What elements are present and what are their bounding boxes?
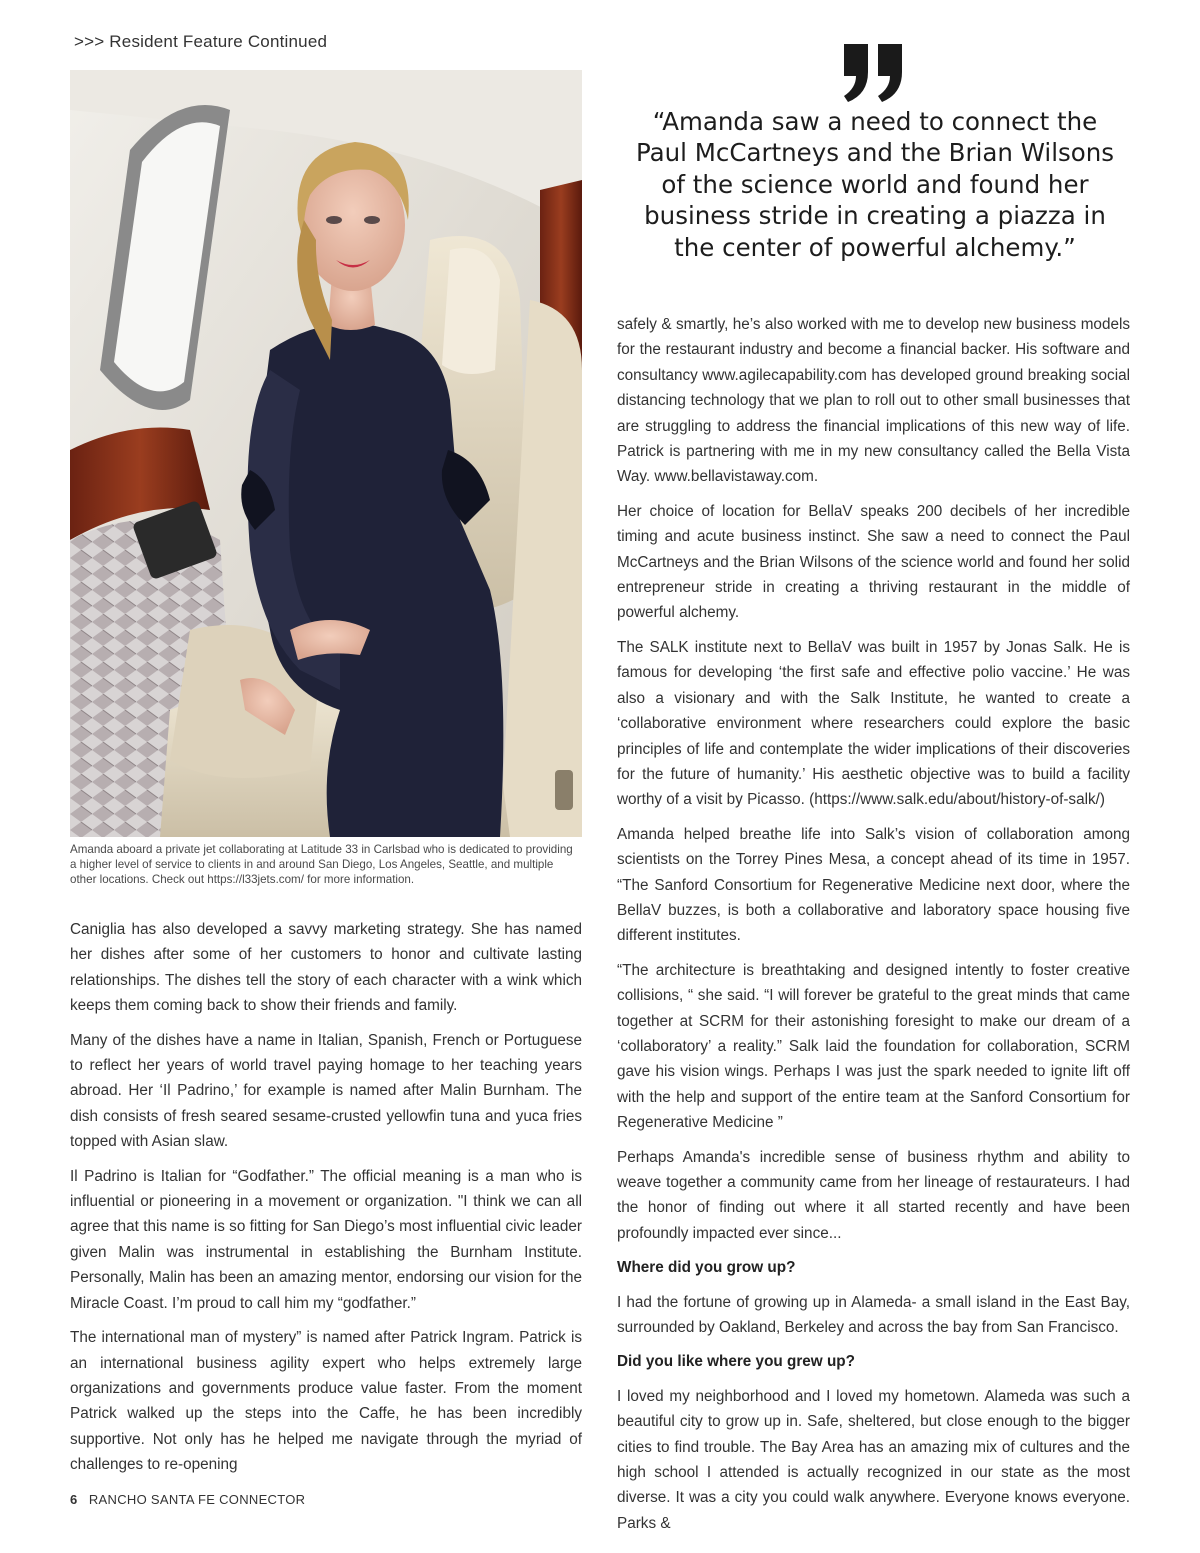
paragraph: Her choice of location for BellaV speaks 200 decibels of her incredible timing and acute business instinct. She saw a need to connect the Paul McCartneys and the Brian Wilsons of the science world and found her solid entrepreneur stride in creating a thriving restaurant in the middle of powerful alchemy. xyxy=(617,502,1130,622)
paragraph: I had the fortune of growing up in Alameda- a small island in the East Bay, surrounded by Oakland, Berkeley and across the bay from San Francisco. xyxy=(617,1293,1130,1337)
paragraph: Il Padrino is Italian for “Godfather.” The official meaning is a man who is influential or pioneering in a movement or organization. "I think we can all agree that this name is so fitting for San Diego’s most influential civic leader given Malin was instrumental in establishing the Burnham Institute. Personally, Malin has been an amazing mentor, endorsing our vision for the Miracle Coast. I’m proud to call him my “godfather.” xyxy=(70,1167,582,1312)
page-number: 6 xyxy=(70,1492,78,1507)
page-footer xyxy=(70,1492,305,1507)
right-column xyxy=(617,312,1130,1536)
paragraph: Amanda helped breathe life into Salk’s vision of collaboration among scientists on the Torrey Pines Mesa, a concept ahead of its time in 1957. “The Sanford Consortium for Regenerative Medicine next door, where the BellaV buzzes, is both a collaborative and laboratory space housing five different institutes. xyxy=(617,825,1130,945)
paragraph: “The architecture is breathtaking and designed intently to foster creative collisions, “ she said. “I will forever be grateful to the great minds that came together at SCRM for their astonishing foresight to make our dream of a ‘collaboratory’ a reality.” Salk laid the foundation for collaboration, SCRM gave his vision wings. Perhaps I was just the spark needed to ignite lift off with the help and support of the entire team at the Sanford Consortium for Regenerative Medicine ” xyxy=(617,961,1130,1132)
paragraph: Many of the dishes have a name in Italian, Spanish, French or Portuguese to reflect her years of world travel paying homage to her teaching years abroad. Her ‘Il Padrino,’ for example is named after Malin Burnham. The dish consists of fresh seared sesame-crusted yellowfin tuna and yuca fries topped with Asian slaw. xyxy=(70,1031,582,1151)
closing-quote-icon xyxy=(838,38,908,104)
section-kicker: >>> Resident Feature Continued xyxy=(74,32,328,51)
paragraph: The international man of mystery” is named after Patrick Ingram. Patrick is an international business agility expert who helps extremely large organizations and governments produce value faster. From the moment Patrick walked up the steps into the Caffe, he has been incredibly supportive. Not only has he helped me navigate through the myriad of challenges to re-opening xyxy=(70,1329,582,1474)
interview-question: Where did you grow up? xyxy=(617,1259,796,1277)
interview-question: Did you like where you grew up? xyxy=(617,1353,855,1371)
paragraph: The SALK institute next to BellaV was built in 1957 by Jonas Salk. He is famous for developing ‘the first safe and effective polio vaccine.’ He was also a visionary and with the Salk Institute, he wanted to create a ‘collaborative environment where researchers could explore the basic principles of life and contemplate the wider implications of their discoveries for the future of humanity.’ His aesthetic objective was to build a facility worthy of a visit by Picasso. (https://www.salk.edu/about/history-of-salk/) xyxy=(617,638,1130,809)
left-column xyxy=(70,917,582,1478)
paragraph: I loved my neighborhood and I loved my hometown. Alameda was such a beautiful city to grow up in. Safe, sheltered, but close enough to the bigger cities to find trouble. The Bay Area has an amazing mix of cultures and the high school I attended is actually recognized in our state as the most diverse. It was a city you could walk anywhere. Everyone knows everyone. Parks & xyxy=(617,1387,1130,1532)
publication-name: RANCHO SANTA FE CONNECTOR xyxy=(88,1492,306,1507)
paragraph: Perhaps Amanda's incredible sense of business rhythm and ability to weave together a community came from her lineage of restaurateurs. I had the honor of finding out where it all started recently and have been profoundly impacted ever since... xyxy=(617,1148,1130,1242)
feature-photo xyxy=(70,70,582,837)
paragraph: safely & smartly, he’s also worked with me to develop new business models for the restaurant industry and become a financial backer. His software and consultancy www.agilecapability.com has developed ground breaking social distancing technology that we plan to roll out to other small businesses that are struggling to address the financial implications of this new way of life. Patrick is partnering with me in my new consultancy called the Bella Vista Way. www.bellavistaway.com. xyxy=(617,316,1130,486)
paragraph: Caniglia has also developed a savvy marketing strategy. She has named her dishes after some of her customers to honor and cultivate lasting relationships. The dishes tell the story of each character with a wink which keeps them coming back to show their friends and family. xyxy=(70,921,582,1015)
photo-caption: Amanda aboard a private jet collaborating at Latitude 33 in Carlsbad who is dedicated to providing a higher level of service to clients in and around San Diego, Los Angeles, Seattle, and multiple other locations. Check out https://l33jets.com/ for more information. xyxy=(70,843,573,887)
pull-quote: “Amanda saw a need to connect the Paul McCartneys and the Brian Wilsons of the science world and found her business stride in creating a piazza in the center of powerful alchemy.” xyxy=(635,107,1115,262)
